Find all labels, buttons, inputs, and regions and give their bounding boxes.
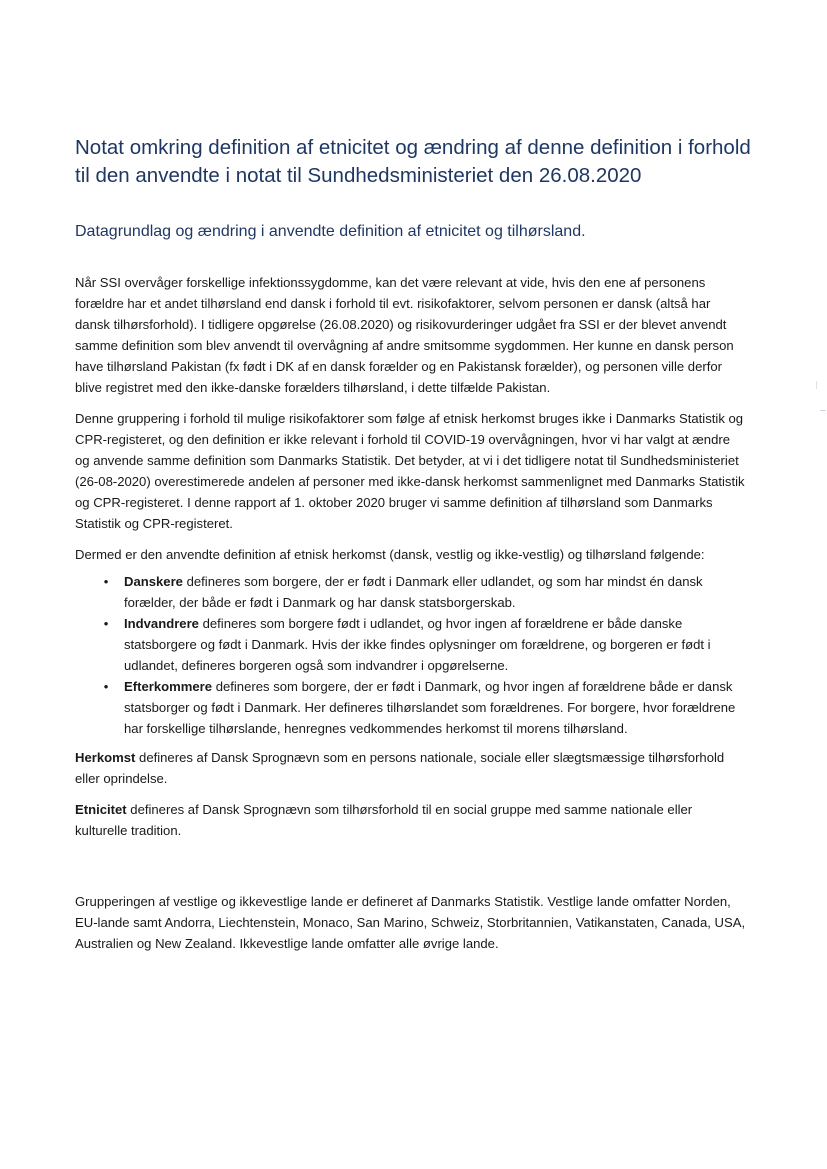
paragraph-etnicitet: [75, 799, 747, 841]
list-item-indvandrere: [103, 613, 747, 676]
scan-edge-mark: [820, 410, 826, 411]
list-item-efterkommere: [103, 676, 747, 739]
term-etnicitet: Etnicitet: [75, 802, 127, 817]
document-title: Notat omkring definition af etnicitet og ændring af denne definition i forhold til den anvendte i notat til Sundhedsministeriet den 26.08.2020: [75, 136, 751, 187]
definition-list: [75, 571, 747, 739]
term-herkomst: Herkomst: [75, 750, 136, 765]
document-subtitle: Datagrundlag og ændring i anvendte definition af etnicitet og tilhørsland.: [75, 223, 586, 240]
definition-herkomst: defineres af Dansk Sprognævn som en persons nationale, sociale eller slægtsmæssige tilhørsforhold eller oprindelse.: [75, 750, 725, 786]
term-efterkommere: Efterkommere: [124, 679, 213, 694]
paragraph-definition-intro: Dermed er den anvendte definition af etnisk herkomst (dansk, vestlig og ikke-vestlig) og tilhørsland følgende:: [75, 547, 705, 562]
bullet-icon: •: [103, 679, 109, 694]
definition-danskere: defineres som borgere, der er født i Danmark eller udlandet, og som har mindst én dansk forælder, der både er født i Danmark og har dansk statsborgerskab.: [124, 574, 703, 610]
term-danskere: Danskere: [124, 574, 183, 589]
paragraph-surveillance: Når SSI overvåger forskellige infektionssygdomme, kan det være relevant at vide, hvis den ene af personens forældre har et andet tilhørsland end dansk i forhold til evt. risikofaktorer, selvom personen er dansk (altså har dansk tilhørsforhold). I tidligere opgørelse (26.08.2020) og risikovurderinger udgået fra SSI er der blevet anvendt samme definition som blev anvendt til overvågning af andre smitsomme sygdommen. Her kunne en dansk person have tilhørsland Pakistan (fx født i DK af en dansk forælder og en Pakistansk forælder), og personen ville derfor blive registret med den ikke-danske forælders tilhørsland, i dette tilfælde Pakistan.: [75, 275, 734, 395]
bullet-icon: •: [103, 574, 109, 589]
document-body: [75, 272, 747, 964]
definition-efterkommere: defineres som borgere, der er født i Danmark, og hvor ingen af forældrene både er dansk statsborger og født i Danmark. Her defineres tilhørslandet som forældrenes. For borgere, hvor forældrene har forskellige tilhørslande, henregnes vedkommendes herkomst til morens tilhørsland.: [124, 679, 736, 736]
list-item-danskere: [103, 571, 747, 613]
paragraph-herkomst: [75, 747, 747, 789]
paragraph-grouping: Denne gruppering i forhold til mulige risikofaktorer som følge af etnisk herkomst bruges ikke i Danmarks Statistik og CPR-registeret, og den definition er ikke relevant i forhold til COVID-19 overvågningen, hvor vi har valgt at ændre og anvende samme definition som Danmarks Statistik. Det betyder, at vi i det tidligere notat til Sundhedsministeriet (26-08-2020) overestimerede andelen af personer med ikke-dansk herkomst sammenlignet med Danmarks Statistik og CPR-registeret. I denne rapport af 1. oktober 2020 bruger vi samme definition af tilhørsland som Danmarks Statistik og CPR-registeret.: [75, 411, 745, 531]
paragraph-western-countries: Grupperingen af vestlige og ikkevestlige lande er defineret af Danmarks Statistik. Vestlige lande omfatter Norden, EU-lande samt Andorra, Liechtenstein, Monaco, San Marino, Schweiz, Storbritannien, Vatikanstaten, Canada, USA, Australien og New Zealand. Ikkevestlige lande omfatter alle øvrige lande.: [75, 894, 746, 951]
scan-edge-mark: [816, 381, 817, 389]
section-spacer: [75, 851, 747, 891]
definition-etnicitet: defineres af Dansk Sprognævn som tilhørsforhold til en social gruppe med samme nationale eller kulturelle tradition.: [75, 802, 693, 838]
definition-indvandrere: defineres som borgere født i udlandet, og hvor ingen af forældrene er både danske statsborgere og født i Danmark. Hvis der ikke findes oplysninger om forældrene, og borgeren er født i udlandet, defineres borgeren også som indvandrer i opgørelserne.: [124, 616, 711, 673]
bullet-icon: •: [103, 616, 109, 631]
term-indvandrere: Indvandrere: [124, 616, 199, 631]
